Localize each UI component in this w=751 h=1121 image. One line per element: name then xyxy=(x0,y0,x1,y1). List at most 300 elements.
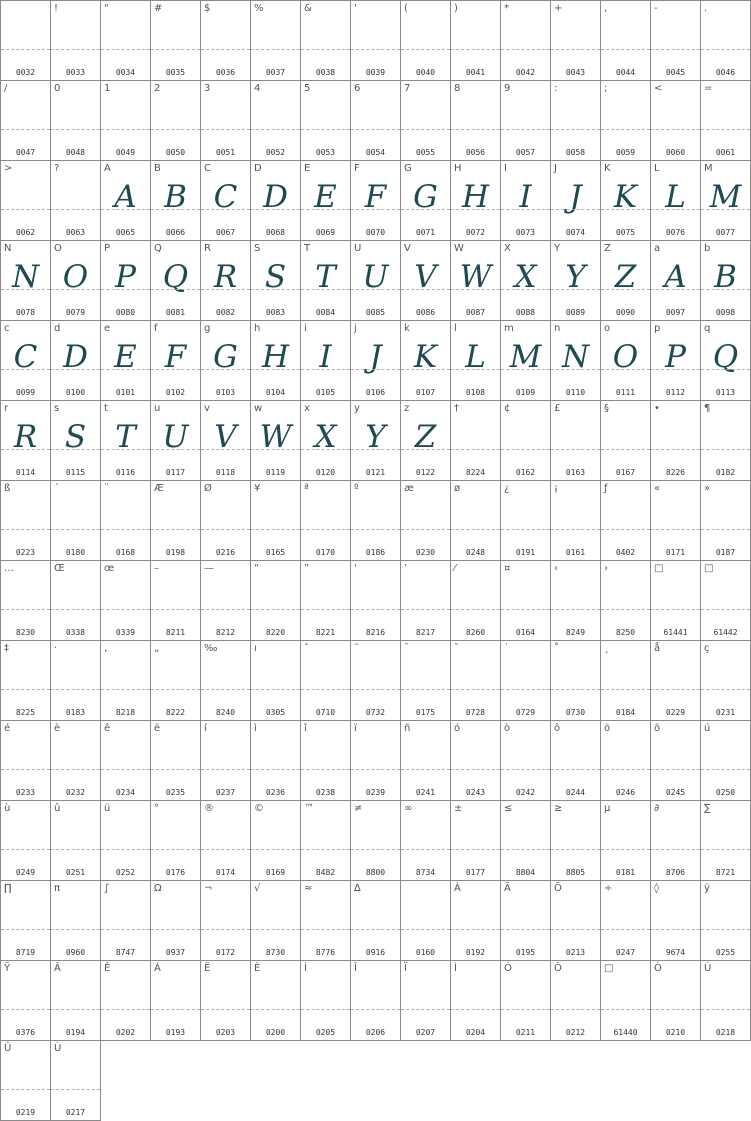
baseline-guide xyxy=(1,49,50,50)
baseline-guide xyxy=(651,609,700,610)
glyph-preview: F xyxy=(164,339,187,375)
baseline-guide xyxy=(651,769,700,770)
character-code: 0120 xyxy=(315,468,336,477)
glyph-preview: R xyxy=(213,259,238,295)
character-label: « xyxy=(654,483,661,494)
character-label: ö xyxy=(604,723,611,734)
character-label: ’ xyxy=(404,563,408,574)
glyph-cell xyxy=(400,720,451,801)
character-code: 0246 xyxy=(615,788,636,797)
glyph-cell xyxy=(250,800,301,881)
baseline-guide xyxy=(101,49,150,50)
character-code: 0099 xyxy=(15,388,36,397)
baseline-guide xyxy=(701,449,750,450)
glyph-preview: K xyxy=(613,179,638,215)
character-label: 2 xyxy=(154,83,161,94)
character-code: 0219 xyxy=(15,1108,36,1117)
character-label: * xyxy=(504,3,509,14)
character-label: u xyxy=(154,403,161,414)
character-code: 8222 xyxy=(165,708,186,717)
baseline-guide xyxy=(251,49,300,50)
glyph-preview: U xyxy=(162,419,189,455)
character-label: ¤ xyxy=(504,563,511,574)
glyph-preview: N xyxy=(11,259,40,295)
baseline-guide xyxy=(1,209,50,210)
baseline-guide xyxy=(201,929,250,930)
character-code: 0231 xyxy=(715,708,736,717)
character-label: = xyxy=(704,83,713,94)
glyph-cell xyxy=(200,720,251,801)
baseline-guide xyxy=(401,769,450,770)
glyph-cell xyxy=(700,400,751,481)
character-label: y xyxy=(354,403,360,414)
character-label: D xyxy=(254,163,262,174)
baseline-guide xyxy=(151,49,200,50)
baseline-guide xyxy=(451,449,500,450)
character-code: 0238 xyxy=(315,788,336,797)
character-label: ‚ xyxy=(104,643,108,654)
glyph-preview: X xyxy=(314,419,337,455)
character-code: 0167 xyxy=(615,468,636,477)
baseline-guide xyxy=(51,289,100,290)
character-label: □ xyxy=(654,563,664,574)
glyph-cell xyxy=(200,880,251,961)
character-code: 0250 xyxy=(715,788,736,797)
glyph-cell xyxy=(100,640,151,721)
character-code: 0229 xyxy=(665,708,686,717)
glyph-cell xyxy=(100,560,151,641)
baseline-guide xyxy=(201,129,250,130)
character-label: £ xyxy=(554,403,561,414)
character-label: Ú xyxy=(704,963,712,974)
baseline-guide xyxy=(201,449,250,450)
character-code: 0080 xyxy=(115,308,136,317)
character-label: 4 xyxy=(254,83,261,94)
baseline-guide xyxy=(301,129,350,130)
character-label: Ó xyxy=(504,963,512,974)
glyph-cell xyxy=(250,320,301,401)
character-label: ‘ xyxy=(354,563,358,574)
character-code: 0051 xyxy=(215,148,236,157)
glyph-cell xyxy=(100,240,151,321)
character-code: 0183 xyxy=(65,708,86,717)
baseline-guide xyxy=(501,849,550,850)
baseline-guide xyxy=(51,849,100,850)
glyph-cell xyxy=(400,160,451,241)
glyph-cell xyxy=(450,80,501,161)
baseline-guide xyxy=(251,929,300,930)
glyph-cell xyxy=(150,320,201,401)
baseline-guide xyxy=(201,369,250,370)
glyph-cell xyxy=(350,160,401,241)
character-code: 0062 xyxy=(15,228,36,237)
character-label: T xyxy=(304,243,311,254)
character-label: W xyxy=(454,243,464,254)
baseline-guide xyxy=(1,689,50,690)
glyph-preview: D xyxy=(263,179,288,215)
character-code: 0034 xyxy=(115,68,136,77)
character-code: 0916 xyxy=(365,948,386,957)
baseline-guide xyxy=(601,49,650,50)
character-code: 0234 xyxy=(115,788,136,797)
character-label: ¯ xyxy=(404,643,409,654)
baseline-guide xyxy=(301,609,350,610)
baseline-guide xyxy=(601,609,650,610)
glyph-cell xyxy=(700,160,751,241)
character-label: R xyxy=(204,243,211,254)
character-label: æ xyxy=(404,483,414,494)
glyph-cell xyxy=(650,560,701,641)
character-label: j xyxy=(354,323,357,334)
baseline-guide xyxy=(251,129,300,130)
character-code: 0081 xyxy=(165,308,186,317)
baseline-guide xyxy=(351,1009,400,1010)
character-label: Ã xyxy=(504,883,511,894)
character-code: 0730 xyxy=(565,708,586,717)
character-code: 0050 xyxy=(165,148,186,157)
character-code: 0083 xyxy=(265,308,286,317)
character-code: 0223 xyxy=(15,548,36,557)
baseline-guide xyxy=(1,769,50,770)
character-label: Ω xyxy=(154,883,162,894)
character-code: 0036 xyxy=(215,68,236,77)
glyph-preview: J xyxy=(369,339,382,375)
character-label: √ xyxy=(254,883,261,894)
character-label: " xyxy=(104,3,109,14)
character-code: 0194 xyxy=(65,1028,86,1037)
character-code: 0163 xyxy=(565,468,586,477)
character-label: ( xyxy=(404,3,408,14)
character-label: ô xyxy=(554,723,561,734)
character-code: 0244 xyxy=(565,788,586,797)
baseline-guide xyxy=(651,929,700,930)
glyph-cell xyxy=(300,960,351,1041)
baseline-guide xyxy=(251,849,300,850)
character-label: 5 xyxy=(304,83,311,94)
character-label: o xyxy=(604,323,611,334)
character-label: 3 xyxy=(204,83,211,94)
baseline-guide xyxy=(201,529,250,530)
character-label: ë xyxy=(154,723,161,734)
character-label: ê xyxy=(104,723,111,734)
baseline-guide xyxy=(701,289,750,290)
baseline-guide xyxy=(1,369,50,370)
baseline-guide xyxy=(51,769,100,770)
character-label: û xyxy=(54,803,61,814)
character-label: º xyxy=(354,483,359,494)
character-label: Ò xyxy=(654,963,662,974)
glyph-preview: N xyxy=(561,339,590,375)
baseline-guide xyxy=(501,49,550,50)
character-label: b xyxy=(704,243,711,254)
glyph-cell xyxy=(50,480,101,561)
baseline-guide xyxy=(151,929,200,930)
glyph-cell xyxy=(550,480,601,561)
glyph-cell xyxy=(600,560,651,641)
character-label: ; xyxy=(604,83,608,94)
character-code: 0052 xyxy=(265,148,286,157)
character-code: 0098 xyxy=(715,308,736,317)
glyph-cell xyxy=(50,400,101,481)
character-label: Ÿ xyxy=(4,963,11,974)
character-code: 0106 xyxy=(365,388,386,397)
character-code: 0085 xyxy=(365,308,386,317)
character-code: 0248 xyxy=(465,548,486,557)
glyph-cell xyxy=(0,800,51,881)
baseline-guide xyxy=(101,1009,150,1010)
glyph-cell xyxy=(500,720,551,801)
baseline-guide xyxy=(451,369,500,370)
baseline-guide xyxy=(701,769,750,770)
character-label: Ë xyxy=(204,963,211,974)
character-code: 0075 xyxy=(615,228,636,237)
baseline-guide xyxy=(651,529,700,530)
character-code: 0061 xyxy=(715,148,736,157)
glyph-cell xyxy=(600,0,651,81)
character-label: ® xyxy=(204,803,214,814)
character-code: 61440 xyxy=(613,1028,638,1037)
character-code: 0186 xyxy=(365,548,386,557)
baseline-guide xyxy=(1,449,50,450)
character-code: 8220 xyxy=(265,628,286,637)
character-label: Í xyxy=(304,963,307,974)
character-label: ¡ xyxy=(554,483,559,494)
character-code: 0057 xyxy=(515,148,536,157)
character-label: # xyxy=(154,3,163,14)
glyph-cell xyxy=(600,960,651,1041)
character-code: 0217 xyxy=(65,1108,86,1117)
glyph-cell xyxy=(200,800,251,881)
character-code: 0171 xyxy=(665,548,686,557)
glyph-cell xyxy=(650,240,701,321)
glyph-cell xyxy=(0,720,51,801)
baseline-guide xyxy=(551,689,600,690)
baseline-guide xyxy=(301,1009,350,1010)
glyph-cell xyxy=(150,880,201,961)
glyph-cell xyxy=(50,720,101,801)
glyph-preview: M xyxy=(509,339,542,375)
character-label: m xyxy=(504,323,514,334)
baseline-guide xyxy=(201,49,250,50)
baseline-guide xyxy=(151,609,200,610)
baseline-guide xyxy=(501,769,550,770)
glyph-preview: T xyxy=(315,259,336,295)
character-label: ⁄ xyxy=(454,563,456,574)
baseline-guide xyxy=(101,769,150,770)
glyph-preview: G xyxy=(413,179,438,215)
character-code: 0205 xyxy=(315,1028,336,1037)
character-code: 0245 xyxy=(665,788,686,797)
character-code: 0103 xyxy=(215,388,236,397)
baseline-guide xyxy=(1,129,50,130)
glyph-cell xyxy=(300,480,351,561)
baseline-guide xyxy=(351,369,400,370)
character-code: 0242 xyxy=(515,788,536,797)
baseline-guide xyxy=(51,369,100,370)
glyph-cell xyxy=(500,400,551,481)
glyph-cell xyxy=(450,960,501,1041)
character-code: 9674 xyxy=(665,948,686,957)
baseline-guide xyxy=(1,1089,50,1090)
baseline-guide xyxy=(401,209,450,210)
baseline-guide xyxy=(451,929,500,930)
character-label: ˚ xyxy=(554,643,559,654)
character-code: 0101 xyxy=(115,388,136,397)
character-code: 0177 xyxy=(465,868,486,877)
baseline-guide xyxy=(251,689,300,690)
character-label: π xyxy=(54,883,61,894)
glyph-cell xyxy=(150,240,201,321)
character-label: . xyxy=(704,3,708,14)
character-label: — xyxy=(204,563,214,574)
character-code: 8260 xyxy=(465,628,486,637)
character-code: 0162 xyxy=(515,468,536,477)
glyph-cell xyxy=(100,80,151,161)
glyph-cell xyxy=(200,400,251,481)
character-label: ∂ xyxy=(654,803,660,814)
character-label: H xyxy=(454,163,462,174)
baseline-guide xyxy=(51,449,100,450)
character-label: Œ xyxy=(54,563,65,574)
glyph-preview: O xyxy=(62,259,89,295)
character-label: » xyxy=(704,483,711,494)
character-code: 0180 xyxy=(65,548,86,557)
glyph-cell xyxy=(350,800,401,881)
glyph-cell xyxy=(500,0,551,81)
character-code: 0235 xyxy=(165,788,186,797)
character-label: w xyxy=(254,403,263,414)
glyph-cell xyxy=(650,480,701,561)
baseline-guide xyxy=(151,209,200,210)
glyph-cell xyxy=(500,480,551,561)
baseline-guide xyxy=(201,769,250,770)
character-code: 0172 xyxy=(215,948,236,957)
baseline-guide xyxy=(651,849,700,850)
character-label: å xyxy=(654,643,661,654)
character-code: 0077 xyxy=(715,228,736,237)
baseline-guide xyxy=(301,529,350,530)
baseline-guide xyxy=(451,769,500,770)
glyph-preview: G xyxy=(213,339,238,375)
character-label: À xyxy=(454,883,461,894)
baseline-guide xyxy=(651,49,700,50)
glyph-cell xyxy=(50,160,101,241)
character-label: ” xyxy=(304,563,310,574)
glyph-cell xyxy=(550,0,601,81)
baseline-guide xyxy=(501,609,550,610)
glyph-cell xyxy=(600,640,651,721)
character-code: 0108 xyxy=(465,388,486,397)
glyph-cell xyxy=(350,80,401,161)
glyph-cell xyxy=(150,80,201,161)
glyph-cell xyxy=(700,880,751,961)
character-code: 0193 xyxy=(165,1028,186,1037)
baseline-guide xyxy=(701,369,750,370)
character-code: 0078 xyxy=(15,308,36,317)
character-label: † xyxy=(454,403,459,414)
character-label: 1 xyxy=(104,83,111,94)
baseline-guide xyxy=(1,529,50,530)
character-label: ≤ xyxy=(504,803,513,814)
glyph-cell xyxy=(50,320,101,401)
glyph-cell xyxy=(250,80,301,161)
character-code: 0210 xyxy=(665,1028,686,1037)
baseline-guide xyxy=(401,1009,450,1010)
baseline-guide xyxy=(451,129,500,130)
glyph-cell xyxy=(100,880,151,961)
character-label: c xyxy=(4,323,10,334)
character-code: 0032 xyxy=(15,68,36,77)
glyph-cell xyxy=(400,240,451,321)
baseline-guide xyxy=(501,689,550,690)
baseline-guide xyxy=(651,689,700,690)
character-label: Æ xyxy=(154,483,164,494)
baseline-guide xyxy=(251,529,300,530)
baseline-guide xyxy=(301,289,350,290)
glyph-cell xyxy=(100,0,151,81)
glyph-cell xyxy=(600,240,651,321)
character-code: 8212 xyxy=(215,628,236,637)
glyph-preview: M xyxy=(709,179,742,215)
character-label: Ô xyxy=(554,963,562,974)
glyph-cell xyxy=(50,240,101,321)
glyph-cell xyxy=(450,0,501,81)
character-code: 0072 xyxy=(465,228,486,237)
glyph-cell xyxy=(0,880,51,961)
character-code: 0054 xyxy=(365,148,386,157)
character-code: 0044 xyxy=(615,68,636,77)
glyph-cell xyxy=(400,480,451,561)
baseline-guide xyxy=(701,929,750,930)
character-label: Î xyxy=(354,963,357,974)
character-label: … xyxy=(4,563,14,574)
glyph-cell xyxy=(650,320,701,401)
glyph-cell xyxy=(350,0,401,81)
character-code: 0212 xyxy=(565,1028,586,1037)
character-label: Õ xyxy=(554,883,562,894)
glyph-cell xyxy=(650,160,701,241)
character-code: 0048 xyxy=(65,148,86,157)
character-code: 0122 xyxy=(415,468,436,477)
glyph-cell xyxy=(700,560,751,641)
glyph-cell xyxy=(350,640,401,721)
character-label: n xyxy=(554,323,561,334)
character-code: 0076 xyxy=(665,228,686,237)
character-label: ª xyxy=(304,483,309,494)
character-code: 0211 xyxy=(515,1028,536,1037)
character-label: ´ xyxy=(54,483,59,494)
glyph-cell xyxy=(650,960,701,1041)
glyph-cell xyxy=(600,880,651,961)
glyph-cell xyxy=(500,800,551,881)
baseline-guide xyxy=(51,209,100,210)
character-code: 0067 xyxy=(215,228,236,237)
character-label: p xyxy=(654,323,661,334)
glyph-cell xyxy=(500,160,551,241)
character-label: > xyxy=(4,163,13,174)
character-code: 0035 xyxy=(165,68,186,77)
glyph-preview: F xyxy=(364,179,387,215)
character-label: ˘ xyxy=(454,643,459,654)
glyph-preview: P xyxy=(115,259,136,295)
character-code: 8776 xyxy=(315,948,336,957)
glyph-cell xyxy=(650,400,701,481)
baseline-guide xyxy=(601,209,650,210)
glyph-preview: L xyxy=(465,339,486,375)
glyph-cell xyxy=(250,240,301,321)
baseline-guide xyxy=(251,769,300,770)
character-code: 0119 xyxy=(265,468,286,477)
